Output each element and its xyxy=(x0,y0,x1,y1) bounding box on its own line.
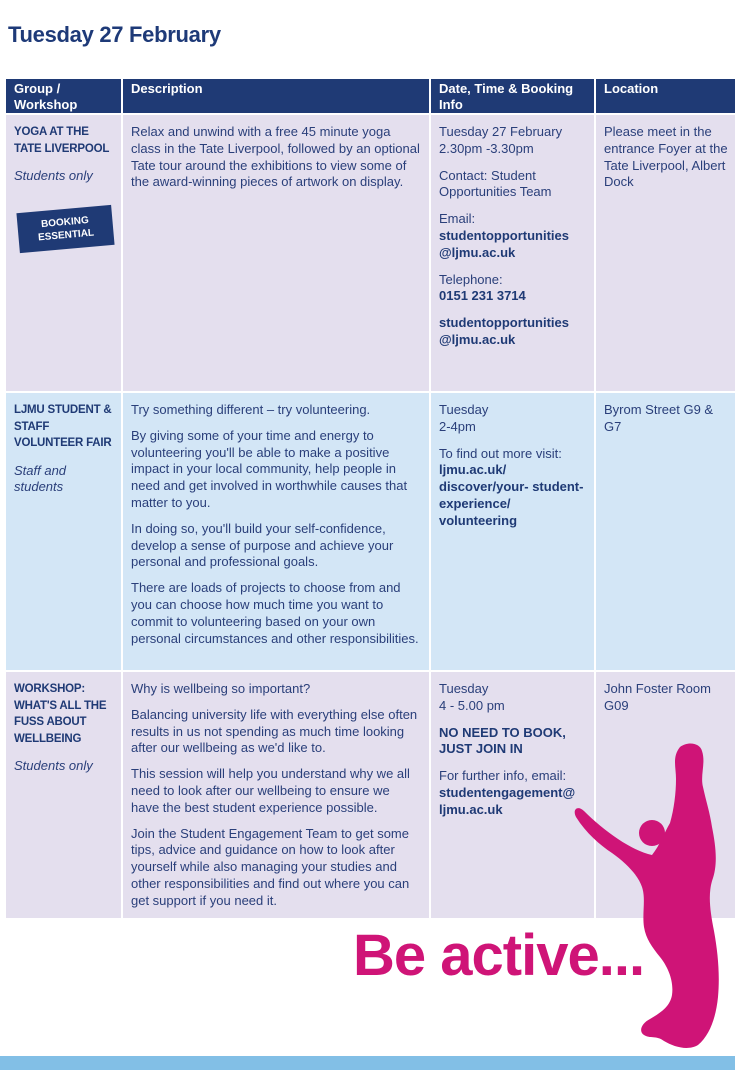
row3-description-cell xyxy=(123,672,429,918)
row3-notice: NO NEED TO BOOK, JUST JOIN IN xyxy=(439,724,566,757)
booking-essential-badge: BOOKING ESSENTIAL xyxy=(16,205,114,253)
row1-description-text: Relax and unwind with a free 45 minute yoga class in the Tate Liverpool, followed by an optional Tate tour around the exhibitions to view some of the award-winning pieces of artwork on display. xyxy=(131,124,420,190)
row2-description-p4: There are loads of projects to choose from and you can choose how much time you want to commit to volunteering based on your own personal circumstances and other responsibilities. xyxy=(131,580,419,646)
row3-description-p2: Balancing university life with everything else often results in us not spending as much time looking after our wellbeing as we'd like to. xyxy=(131,706,418,756)
page-title: Tuesday 27 February xyxy=(8,22,221,47)
be-active-slogan: Be active... xyxy=(353,923,645,988)
row3-audience: Students only xyxy=(14,758,93,773)
row1-location-cell xyxy=(596,115,735,391)
row2-group-name: LJMU STUDENT & STAFF VOLUNTEER FAIR xyxy=(14,404,112,449)
row2-audience: Staff and students xyxy=(14,462,67,495)
row1-group-cell xyxy=(6,115,121,391)
row3-description-p3: This session will help you understand why we all need to look after our wellbeing to ensure we have the best student experience possible. xyxy=(131,766,410,815)
row3-group-cell xyxy=(6,672,121,918)
row1-date-cell xyxy=(431,115,594,391)
row1-date: Tuesday 27 February xyxy=(439,124,563,139)
header-description: Description xyxy=(123,79,429,113)
row3-date: Tuesday xyxy=(439,681,489,696)
row2-location: Byrom Street G9 & G7 xyxy=(604,402,714,434)
header-date-time: Date, Time & Booking Info xyxy=(431,79,594,113)
row3-group-name: WORKSHOP: WHAT'S ALL THE FUSS ABOUT WELLBEING xyxy=(14,683,107,745)
row2-more-prefix: To find out more visit: xyxy=(439,445,562,461)
row2-date-cell xyxy=(431,393,594,670)
row1-email2-link[interactable]: studentopportunities @ljmu.ac.uk xyxy=(439,315,569,347)
row2-description-p1: Try something different – try volunteering. xyxy=(131,402,371,417)
dancer-silhouette xyxy=(560,735,735,1050)
row3-description-p4: Join the Student Engagement Team to get some tips, advice and guidance on how to look after yourself while also managing your studies and other responsibilities and find out where you can get support if you need it. xyxy=(131,825,410,908)
row1-email-label: Email: xyxy=(439,211,476,227)
row3-location: John Foster Room G09 xyxy=(604,681,711,713)
row1-time: 2.30pm -3.30pm xyxy=(439,140,534,156)
row1-audience: Students only xyxy=(14,168,93,183)
row2-location-cell xyxy=(596,393,735,670)
row1-phone: 0151 231 3714 xyxy=(439,288,526,304)
row1-location: Please meet in the entrance Foyer at the Tate Liverpool, Albert Dock xyxy=(604,124,728,190)
row3-info-label: For further info, email: xyxy=(439,768,567,784)
row2-description-p2: By giving some of your time and energy to volunteering you'll be able to make a positive impact in your local community, help people in need and get involved in worthwhile causes that matter to you. xyxy=(131,427,408,510)
header-group: Group / Workshop xyxy=(6,79,121,113)
bottom-bar xyxy=(0,1056,735,1070)
row1-contact: Contact: Student Opportunities Team xyxy=(439,167,552,200)
row2-time: 2-4pm xyxy=(439,418,476,434)
header-location: Location xyxy=(596,79,735,113)
row2-date: Tuesday xyxy=(439,402,489,417)
row2-description-cell xyxy=(123,393,429,670)
row3-description-p1: Why is wellbeing so important? xyxy=(131,681,311,696)
row1-group-name: YOGA AT THE TATE LIVERPOOL xyxy=(14,126,110,155)
row1-description-cell xyxy=(123,115,429,391)
row1-email-link[interactable]: studentopportunities @ljmu.ac.uk xyxy=(439,227,569,260)
row3-time: 4 - 5.00 pm xyxy=(439,697,505,713)
row2-volunteering-link[interactable]: ljmu.ac.uk/ discover/your- student-experience/ volunteering xyxy=(439,462,584,528)
row1-phone-label: Telephone: xyxy=(439,271,503,287)
row2-description-p3: In doing so, you'll build your self-confidence, develop a sense of purpose and achieve your personal and professional goals. xyxy=(131,520,394,570)
row2-group-cell xyxy=(6,393,121,670)
row3-info-email-link[interactable]: studentengagement@ ljmu.ac.uk xyxy=(439,784,576,817)
